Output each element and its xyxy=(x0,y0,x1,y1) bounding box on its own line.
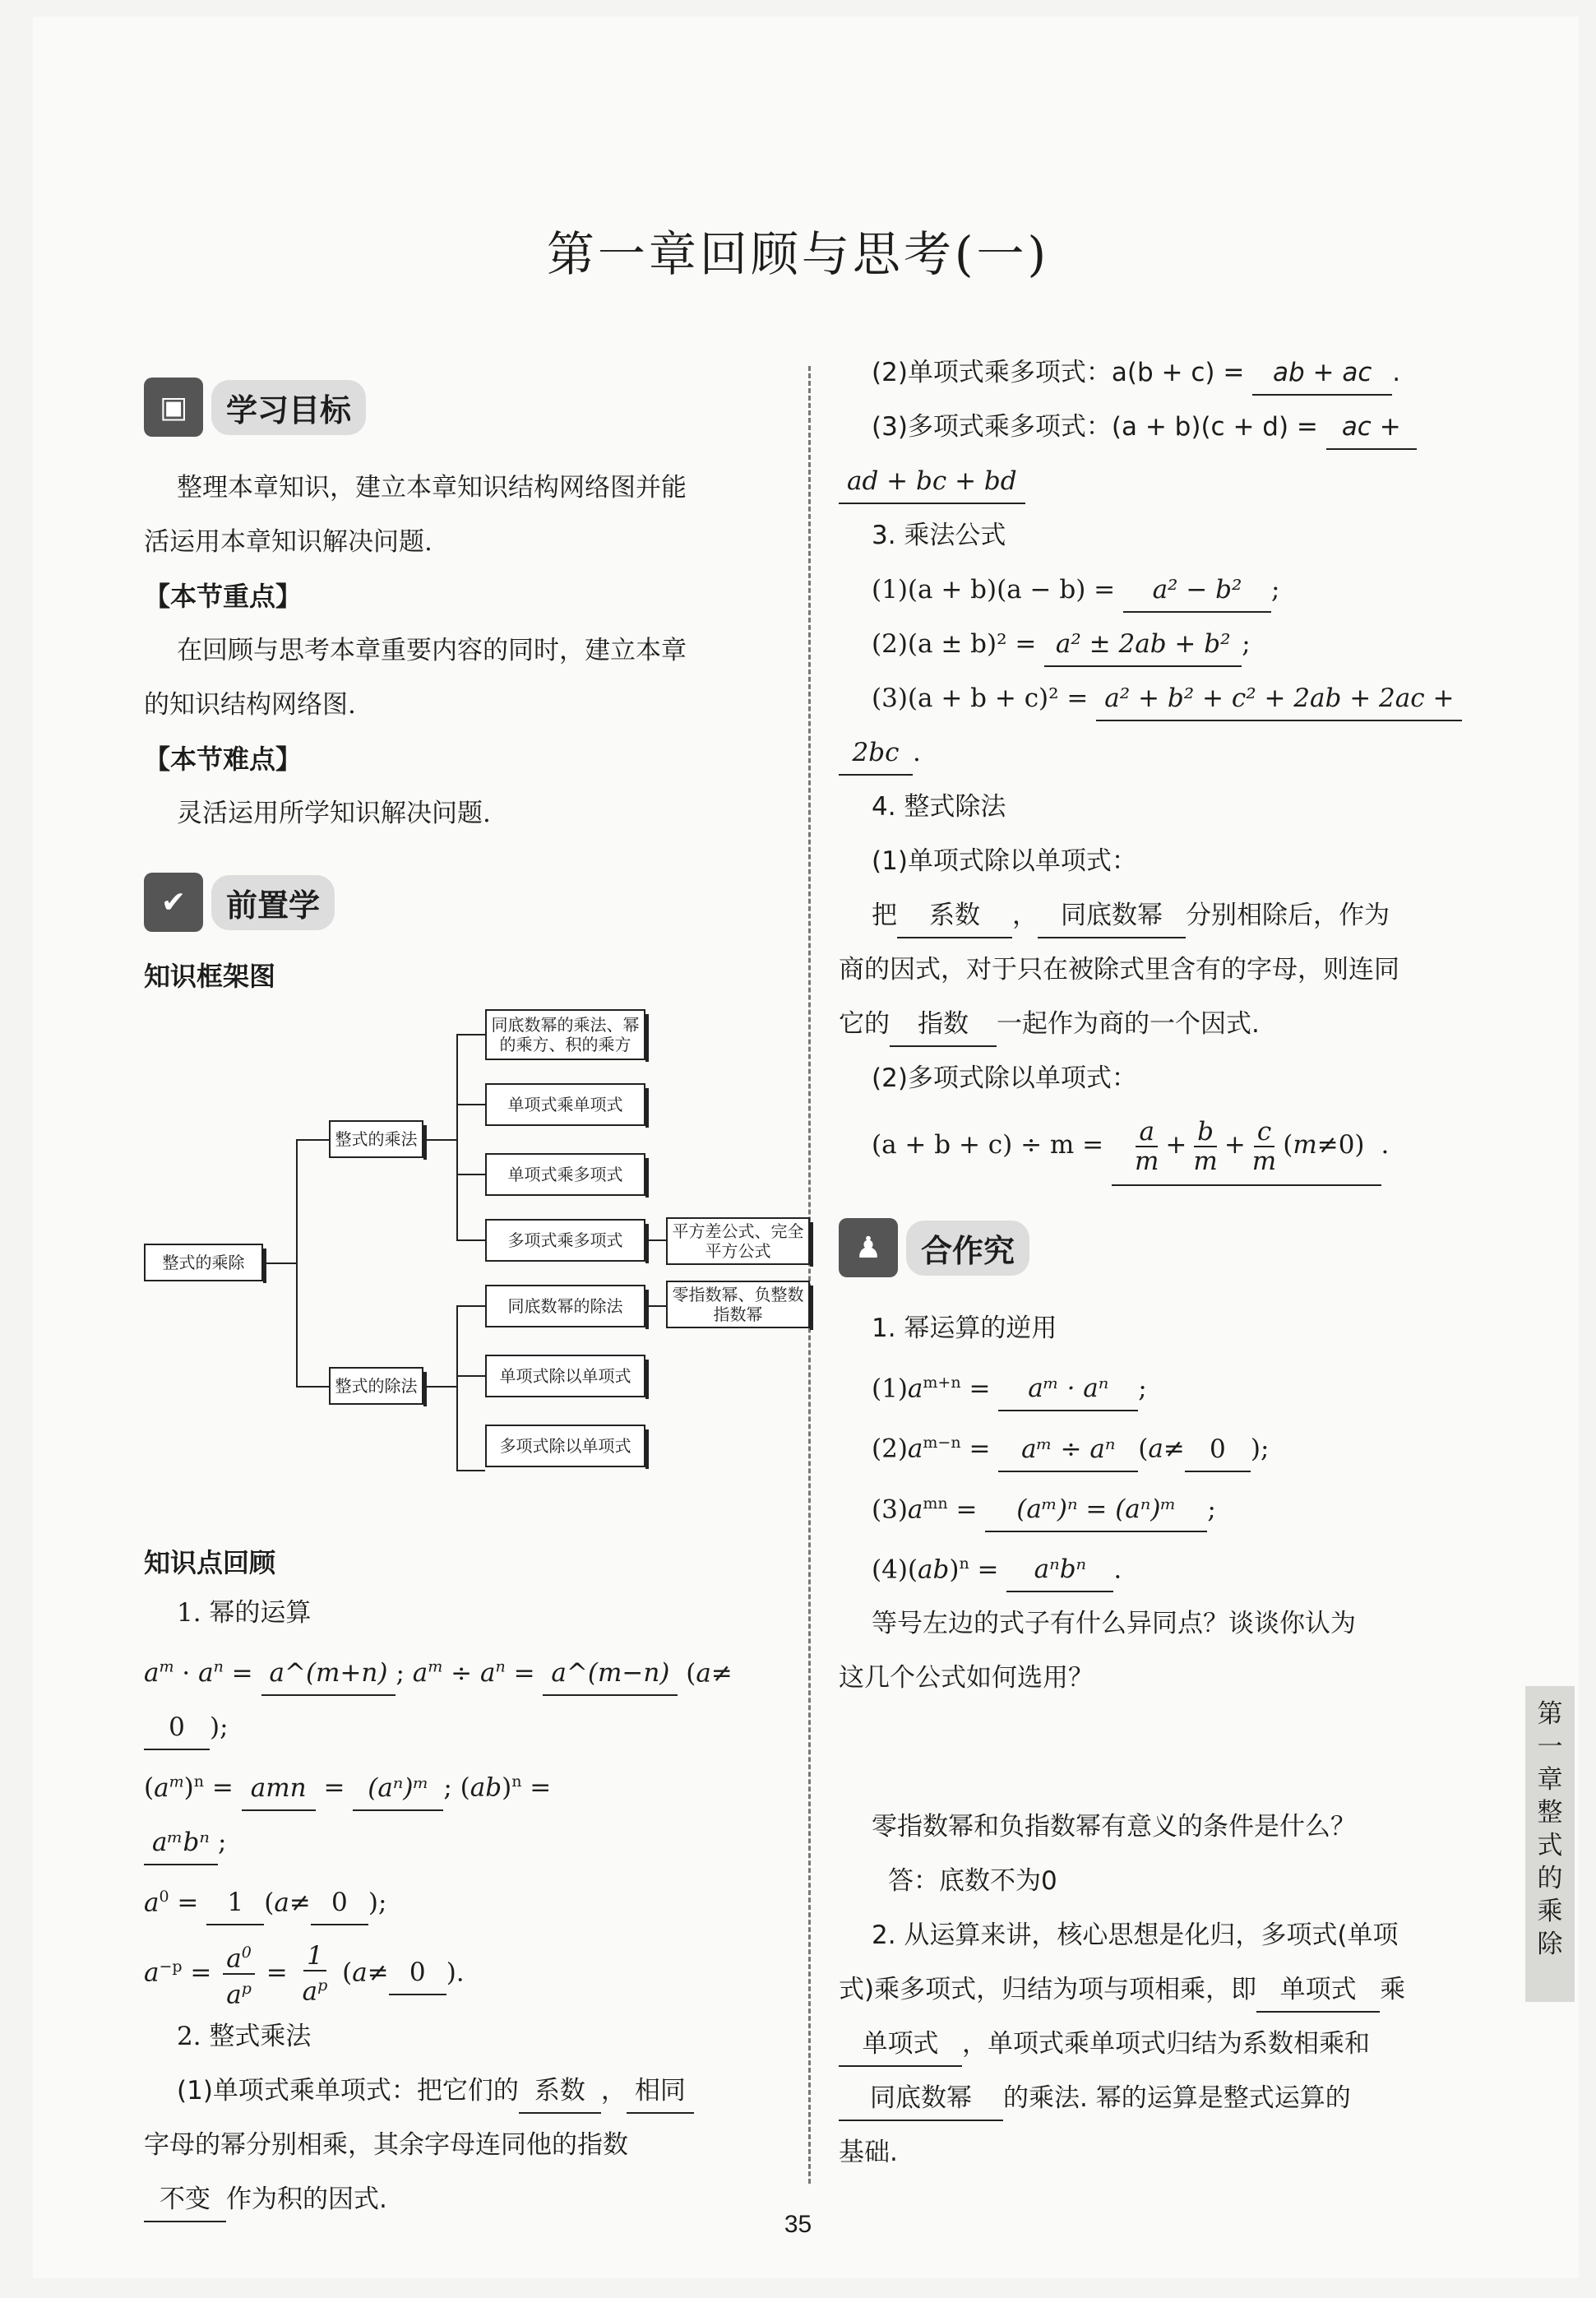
formula-3-cont: 2bc . xyxy=(839,725,1488,780)
column-divider xyxy=(808,366,811,2184)
tree-root: 整式的乘除 xyxy=(144,1244,263,1281)
mono-div-mono-p3: 它的 指数 一起作为商的一个因式. xyxy=(839,997,1488,1051)
goal-text: 整理本章知识，建立本章知识结构网络图并能 xyxy=(177,473,687,503)
mono-times-mono-cont: 字母的幂分别相乘，其余字母连同他的指数 xyxy=(144,2130,628,2161)
section-division: 4. 整式除法 xyxy=(872,792,1006,822)
negative-exponent-rule: $a^{-p}$ = $\frac{a^0}{a^p}$ = $\frac{1}{a^p}$ (a≠ 0 ). xyxy=(144,1930,777,2009)
chapter-side-tab: 第 一 章 整 式 的 乘 除 xyxy=(1525,1686,1575,2002)
knowledge-tree xyxy=(144,1005,804,1523)
section-multiplication: 2. 整式乘法 xyxy=(177,2022,312,2052)
mono-times-mono: (1)单项式乘单项式：把它们的 系数 ， 相同 xyxy=(144,2064,777,2118)
question-1: 等号左边的式子有什么异同点？谈谈你认为 xyxy=(872,1609,1356,1639)
tree-mul-3: 单项式乘多项式 xyxy=(485,1153,645,1196)
page-number: 35 xyxy=(784,2211,812,2238)
checkmark-figure-icon: ✔ xyxy=(144,873,203,932)
power-rule-2-cont: aᵐbⁿ ; xyxy=(144,1815,777,1869)
formula-3: (3)(a + b + c)² = a² + b² + c² + 2ab + 2ac + xyxy=(839,671,1488,725)
section-formulas: 3. 乘法公式 xyxy=(872,521,1006,550)
poly-div-mono: (2)多项式除以单项式： xyxy=(872,1063,1137,1093)
cube-icon: ▣ xyxy=(144,378,203,437)
framework-title: 知识框架图 xyxy=(144,961,276,992)
mono-div-mono-p2: 商的因式，对于只在被除式里含有的字母，则连同 xyxy=(839,955,1399,985)
banner-learning-goals: ▣ 学习目标 xyxy=(144,370,777,444)
banner-preview: ✔ 前置学 xyxy=(144,865,777,939)
core-idea-cont: 式)乘多项式，归结为项与项相乘，即 单项式 乘 xyxy=(839,1962,1488,2017)
review-title: 知识点回顾 xyxy=(144,1547,276,1578)
tree-div-2: 单项式除以单项式 xyxy=(485,1355,645,1397)
tree-div-1: 同底数幂的除法 xyxy=(485,1285,645,1327)
mono-times-poly: (2)单项式乘多项式：a(b + c) = ab + ac . xyxy=(839,345,1488,400)
focus-text: 在回顾与思考本章重要内容的同时，建立本章 xyxy=(177,636,687,665)
poly-times-poly-cont: ad + bc + bd xyxy=(839,454,1488,508)
tree-div-1-power: 零指数幂、负整数指数幂 xyxy=(666,1281,810,1328)
mono-times-mono-end: 不变 作为积的因式. xyxy=(144,2172,777,2226)
banner-cooperative: ♟ 合作究 xyxy=(839,1211,1488,1285)
tree-mul-1: 同底数幂的乘法、幂的乘方、积的乘方 xyxy=(485,1009,645,1060)
tree-div-3: 多项式除以单项式 xyxy=(485,1425,645,1467)
inverse-rule-2: $(2)a^{m-n}$ = aᵐ ÷ aⁿ (a≠ 0 ); xyxy=(839,1415,1488,1476)
tree-mul-4-formula: 平方差公式、完全平方公式 xyxy=(666,1217,810,1265)
inverse-rule-4: (4)(ab)$^n$ = aⁿbⁿ . xyxy=(839,1536,1488,1596)
tree-multiplication: 整式的乘法 xyxy=(329,1120,423,1158)
focus-text: 的知识结构网络图. xyxy=(144,690,356,720)
poly-times-poly: (3)多项式乘多项式：(a + b)(c + d) = ac + xyxy=(839,400,1488,454)
core-idea-end: 基础. xyxy=(839,2138,898,2168)
section-inverse-power: 1. 幂运算的逆用 xyxy=(872,1313,1057,1343)
power-rule-1: $a^m \cdot a^n$ = a^(m+n) ; $a^m \div a^n$ = a^(m−n) (a≠ xyxy=(144,1640,777,1700)
question-1-cont: 这几个公式如何选用？ xyxy=(839,1663,1094,1693)
left-column xyxy=(144,345,804,2226)
figure-icon: ♟ xyxy=(839,1218,898,1277)
right-column xyxy=(839,345,1488,2180)
tree-mul-4: 多项式乘多项式 xyxy=(485,1219,645,1262)
tree-division: 整式的除法 xyxy=(329,1367,423,1405)
tree-mul-2: 单项式乘单项式 xyxy=(485,1083,645,1126)
core-idea: 2. 从运算来讲，核心思想是化归，多项式(单项 xyxy=(872,1920,1399,1951)
difficulty-title: 【本节难点】 xyxy=(144,744,303,775)
core-idea-cont3: 同底数幂 的乘法. 幂的运算是整式运算的 xyxy=(839,2071,1488,2125)
formula-2: (2)(a ± b)² = a² ± 2ab + b² ; xyxy=(839,617,1488,671)
focus-title: 【本节重点】 xyxy=(144,581,303,612)
zero-exponent-rule: $a^0 = 1$ (a≠ 0 ); xyxy=(144,1869,777,1930)
section-power-ops: 1. 幂的运算 xyxy=(177,1598,312,1628)
page-title: 第一章回顾与思考(一) xyxy=(546,226,1050,282)
mono-div-mono-p1: 把 系数 ， 同底数幂 分别相除后，作为 xyxy=(839,888,1488,943)
inverse-rule-3: $(3)a^{mn}$ = (aᵐ)ⁿ = (aⁿ)ᵐ ; xyxy=(839,1476,1488,1536)
question-2-answer: 答：底数不为0 xyxy=(888,1866,1057,1897)
goal-text: 活运用本章知识解决问题. xyxy=(144,527,433,557)
difficulty-text: 灵活运用所学知识解决问题. xyxy=(177,799,491,828)
formula-1: (1)(a + b)(a − b) = a² − b² ; xyxy=(839,563,1488,617)
power-rule-2: $(a^m)^n$ = amn = (aⁿ)ᵐ ; (ab)$^n$ = xyxy=(144,1754,777,1814)
power-rule-1-cont: 0 ); xyxy=(144,1700,777,1754)
poly-div-mono-formula: (a + b + c) ÷ m = $\frac{a}{m}$ + $\frac{b}{m}$ + $\frac{c}{m}$ (m≠0). xyxy=(839,1105,1488,1186)
question-2: 零指数幂和负指数幂有意义的条件是什么？ xyxy=(872,1812,1356,1842)
inverse-rule-1: $(1)a^{m+n}$ = aᵐ · aⁿ ; xyxy=(839,1355,1488,1415)
core-idea-cont2: 单项式 ，单项式乘单项式归结为系数相乘和 xyxy=(839,2017,1488,2071)
mono-div-mono: (1)单项式除以单项式： xyxy=(872,846,1137,876)
